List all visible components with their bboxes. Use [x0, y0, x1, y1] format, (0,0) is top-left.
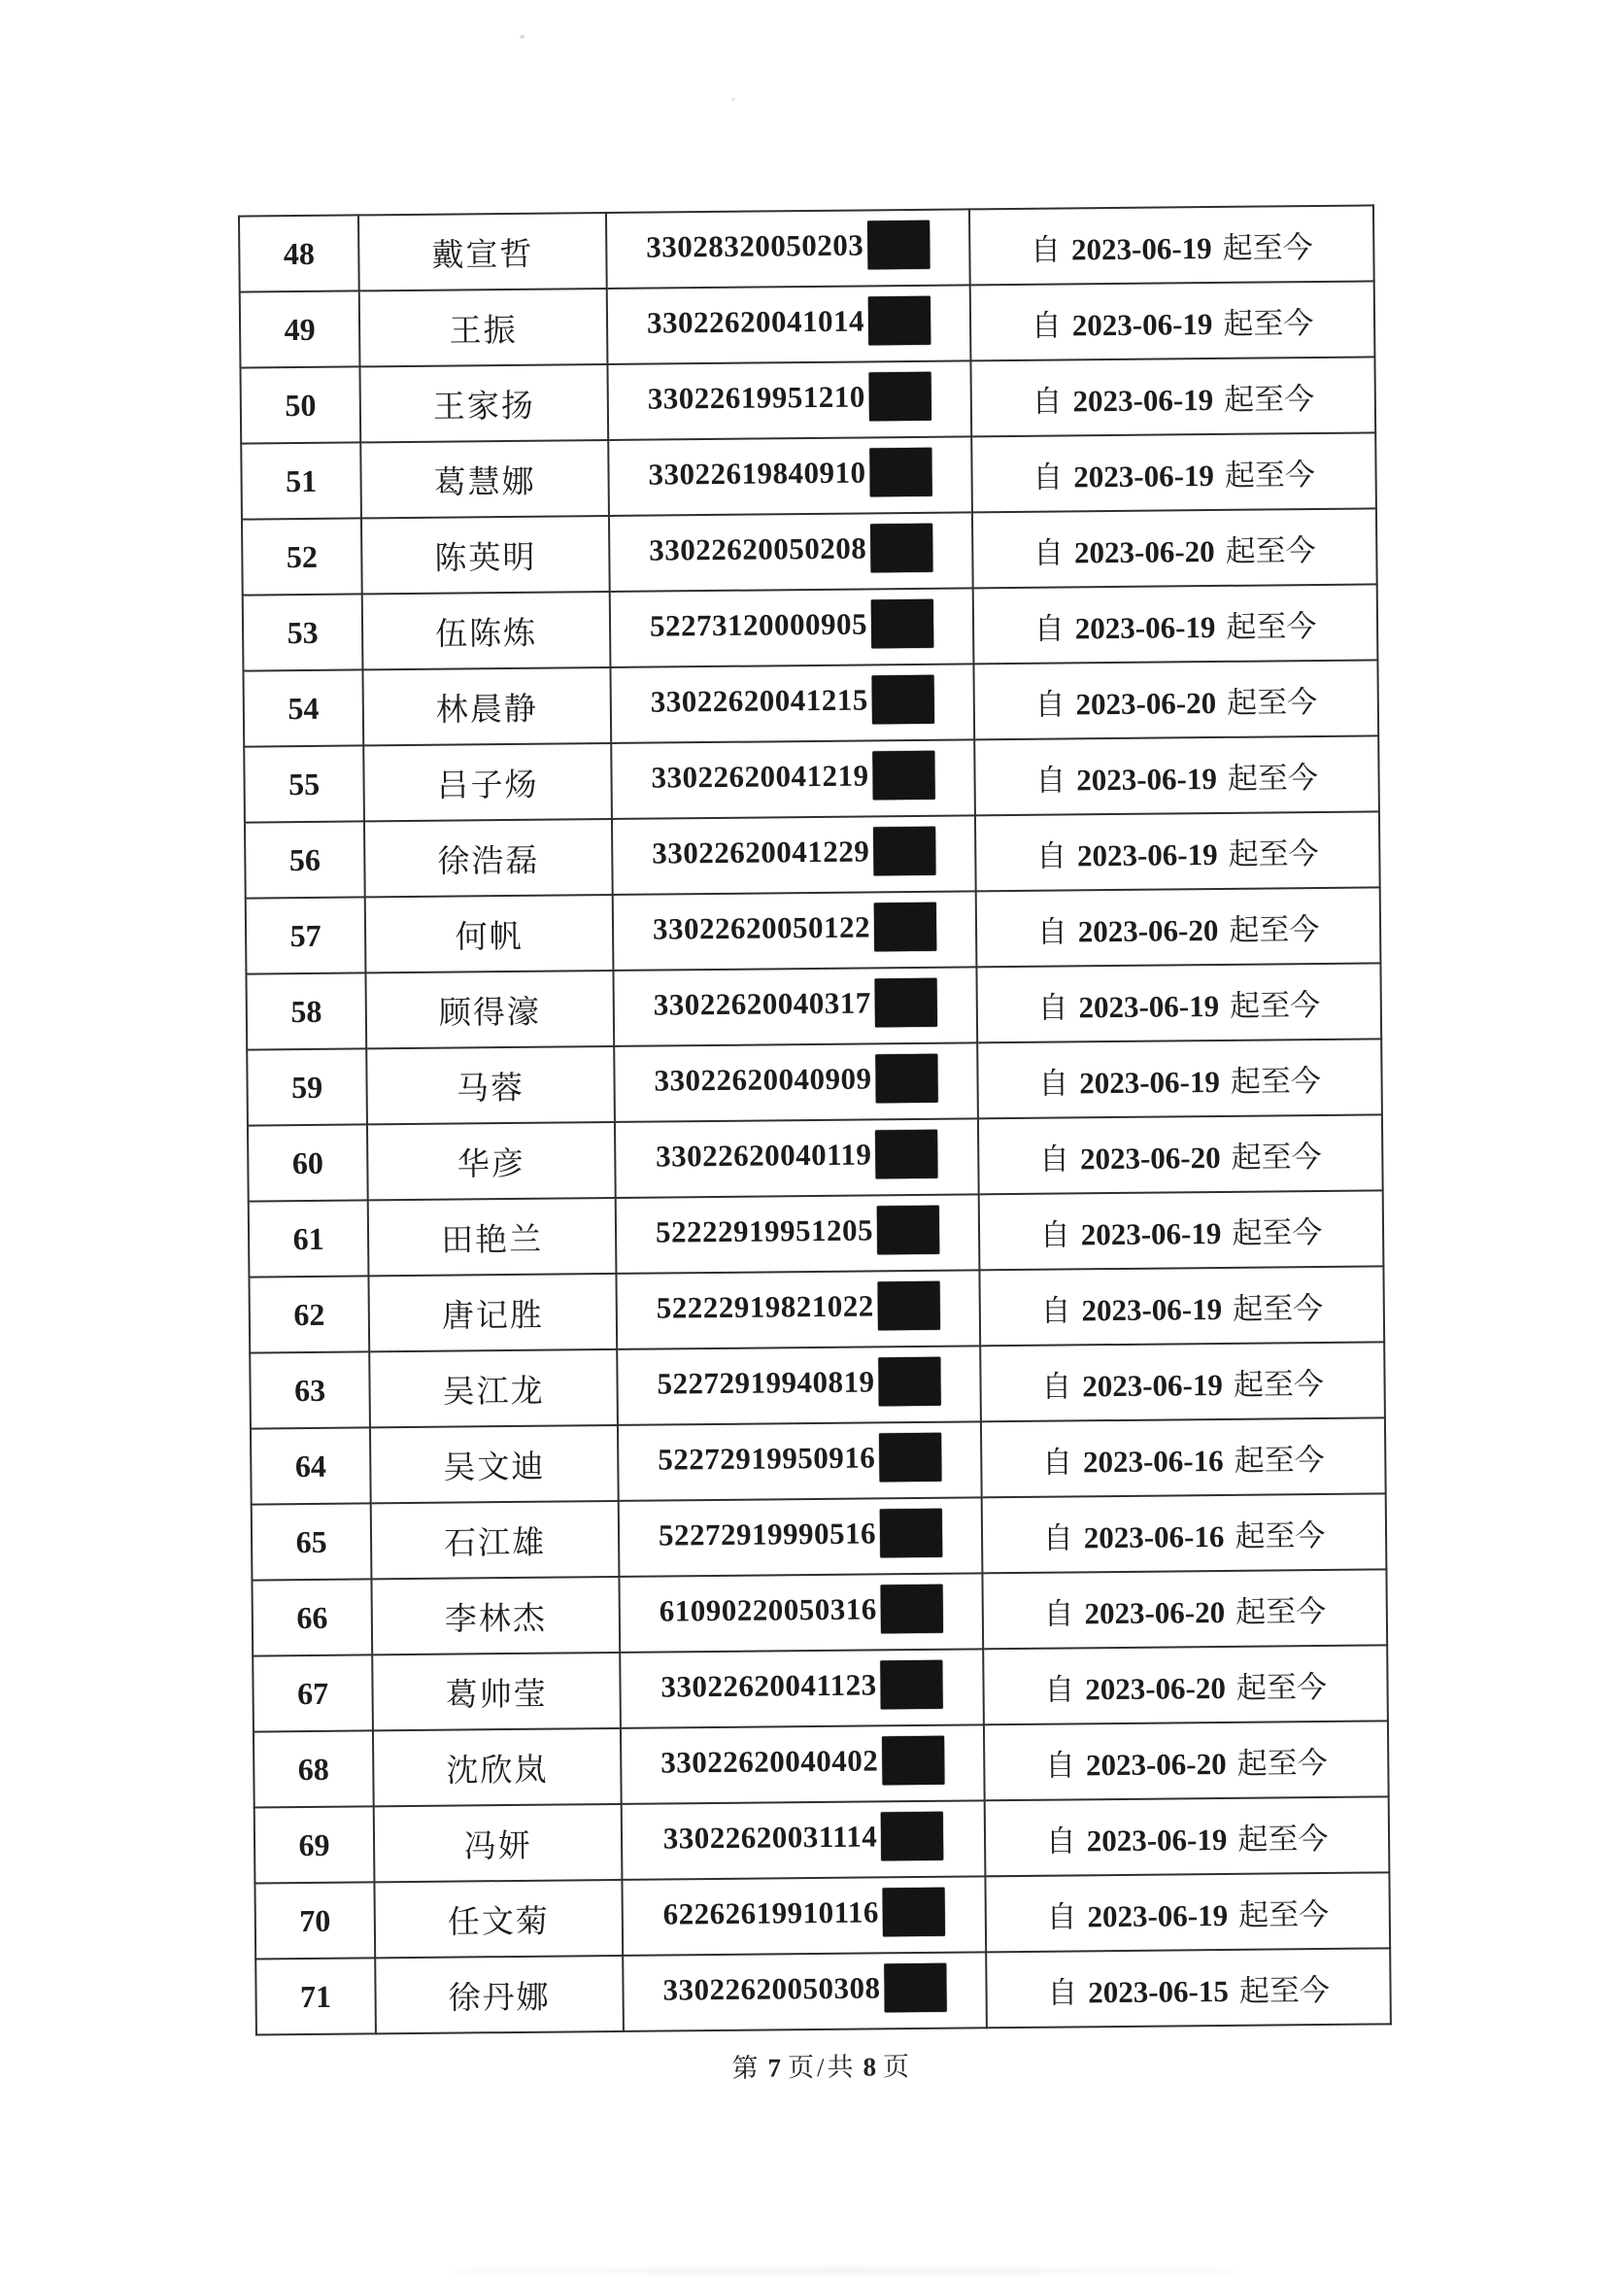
- table-row: [240, 281, 1375, 367]
- name-cell: 徐浩磊: [364, 819, 613, 897]
- period-prefix: 自: [1044, 1671, 1075, 1707]
- period-cell: [985, 1796, 1390, 1876]
- period-start-date: 2023-06-19: [1076, 836, 1218, 872]
- period-suffix: 起至今: [1225, 532, 1316, 568]
- id-number-cell: [622, 1800, 986, 1880]
- period-prefix: 自: [1042, 1519, 1073, 1555]
- period-start-date: 2023-06-19: [1086, 1822, 1228, 1858]
- id-number-visible-digits: 52272919950916: [658, 1440, 876, 1477]
- row-number-cell: 67: [253, 1654, 373, 1731]
- name-cell: 田艳兰: [368, 1198, 617, 1276]
- id-number-cell: [609, 512, 973, 592]
- row-number-cell: 50: [240, 366, 360, 443]
- period-cell: [971, 432, 1376, 512]
- period-suffix: 起至今: [1230, 1063, 1322, 1099]
- table-row: [244, 735, 1379, 822]
- period-cell: [982, 1493, 1387, 1573]
- id-number-visible-digits: 52222919951205: [655, 1212, 874, 1249]
- redaction-box: [878, 1281, 940, 1331]
- period-prefix: 自: [1038, 1065, 1069, 1101]
- period-start-date: 2023-06-19: [1082, 1367, 1224, 1403]
- id-number-cell: [622, 1876, 986, 1956]
- period-suffix: 起至今: [1235, 1518, 1326, 1553]
- period-suffix: 起至今: [1233, 1366, 1325, 1402]
- period-suffix: 起至今: [1238, 1972, 1331, 2008]
- period-start-date: 2023-06-19: [1073, 458, 1215, 494]
- id-number-cell: [610, 664, 974, 743]
- period-cell: [976, 963, 1381, 1042]
- name-cell: 石江雄: [371, 1501, 620, 1579]
- period-cell: [978, 1114, 1383, 1194]
- row-number-cell: 71: [255, 1958, 376, 2034]
- row-number-cell: 64: [251, 1427, 371, 1504]
- id-number-visible-digits: 33022620050122: [652, 909, 871, 946]
- period-prefix: 自: [1033, 610, 1065, 646]
- period-suffix: 起至今: [1236, 1745, 1328, 1781]
- row-number-cell: 59: [247, 1048, 367, 1125]
- id-number-cell: [619, 1497, 983, 1577]
- period-prefix: 自: [1046, 1898, 1077, 1934]
- table-row: [247, 1039, 1382, 1125]
- id-number-cell: [607, 285, 971, 364]
- footer-page-total: 8: [863, 2052, 877, 2082]
- redaction-box: [875, 1130, 937, 1179]
- period-cell: [980, 1342, 1385, 1421]
- period-suffix: 起至今: [1229, 911, 1320, 947]
- period-start-date: 2023-06-20: [1077, 912, 1219, 948]
- redaction-box: [874, 903, 936, 952]
- id-number-cell: [617, 1346, 981, 1425]
- id-number-cell: [618, 1421, 982, 1501]
- period-suffix: 起至今: [1226, 684, 1318, 720]
- name-cell: 马蓉: [366, 1046, 615, 1124]
- table-row: [250, 1342, 1385, 1428]
- name-cell: 冯妍: [374, 1804, 623, 1882]
- id-number-visible-digits: 52272919940819: [657, 1364, 875, 1401]
- id-number-cell: [610, 588, 974, 667]
- period-start-date: 2023-06-20: [1079, 1140, 1221, 1176]
- period-suffix: 起至今: [1232, 1214, 1323, 1250]
- name-cell: 林晨静: [362, 667, 611, 745]
- id-number-cell: [623, 1952, 987, 2031]
- period-cell: [973, 584, 1378, 664]
- table-row: [240, 357, 1375, 443]
- period-suffix: 起至今: [1227, 760, 1319, 796]
- row-number-cell: 52: [242, 518, 362, 595]
- period-start-date: 2023-06-19: [1079, 1064, 1221, 1100]
- name-cell: 任文菊: [374, 1880, 623, 1958]
- period-suffix: 起至今: [1235, 1593, 1327, 1629]
- redaction-box: [880, 1509, 942, 1558]
- period-prefix: 自: [1041, 1368, 1072, 1404]
- row-number-cell: 48: [239, 215, 359, 291]
- personnel-table-body: [239, 205, 1391, 2034]
- name-cell: 沈欣岚: [373, 1728, 622, 1806]
- redaction-box: [881, 1812, 943, 1861]
- redaction-box: [880, 1660, 942, 1710]
- row-number-cell: 51: [241, 442, 361, 519]
- row-number-cell: 53: [243, 594, 363, 670]
- period-prefix: 自: [1030, 232, 1062, 267]
- row-number-cell: 62: [249, 1276, 369, 1352]
- id-number-visible-digits: 52222919821022: [656, 1288, 874, 1325]
- period-cell: [985, 1872, 1390, 1952]
- period-cell: [986, 1948, 1391, 2028]
- period-suffix: 起至今: [1224, 457, 1316, 493]
- period-suffix: 起至今: [1226, 608, 1317, 644]
- table-row: [239, 205, 1374, 291]
- id-number-cell: [606, 209, 970, 289]
- redaction-box: [871, 599, 933, 649]
- redaction-box: [879, 1433, 941, 1483]
- period-start-date: 2023-06-20: [1085, 1670, 1227, 1706]
- redaction-box: [875, 978, 937, 1028]
- period-start-date: 2023-06-16: [1083, 1518, 1225, 1554]
- row-number-cell: 69: [254, 1806, 375, 1883]
- period-start-date: 2023-06-16: [1082, 1443, 1224, 1479]
- id-number-cell: [616, 1194, 980, 1274]
- period-start-date: 2023-06-20: [1073, 533, 1215, 569]
- period-start-date: 2023-06-19: [1071, 306, 1213, 342]
- name-cell: 唐记胜: [368, 1274, 617, 1351]
- name-cell: 陈英明: [361, 516, 610, 594]
- period-cell: [984, 1721, 1389, 1800]
- id-number-visible-digits: 33022620041123: [660, 1667, 877, 1704]
- name-cell: 何帆: [365, 895, 614, 972]
- name-cell: 徐丹娜: [375, 1956, 624, 2033]
- table-row: [254, 1872, 1390, 1959]
- row-number-cell: 56: [245, 821, 365, 898]
- scanner-edge-shadow: [455, 2268, 1235, 2274]
- id-number-visible-digits: 33022619951210: [647, 379, 865, 416]
- id-number-cell: [607, 360, 971, 440]
- period-suffix: 起至今: [1223, 305, 1314, 341]
- id-number-visible-digits: 62262619910116: [662, 1894, 880, 1931]
- row-number-cell: 58: [246, 972, 366, 1049]
- period-cell: [983, 1645, 1388, 1724]
- period-prefix: 自: [1043, 1595, 1074, 1631]
- id-number-visible-digits: 33022620041219: [651, 758, 869, 795]
- period-start-date: 2023-06-19: [1078, 988, 1220, 1024]
- period-prefix: 自: [1047, 1974, 1078, 2010]
- id-number-cell: [621, 1724, 985, 1804]
- period-cell: [976, 887, 1381, 967]
- redaction-box: [869, 448, 931, 497]
- id-number-cell: [620, 1649, 984, 1728]
- period-suffix: 起至今: [1237, 1896, 1330, 1932]
- table-row: [248, 1114, 1383, 1201]
- id-number-cell: [616, 1270, 980, 1349]
- name-cell: 伍陈炼: [362, 592, 611, 669]
- period-cell: [972, 508, 1377, 588]
- id-number-visible-digits: 33022620040909: [654, 1061, 872, 1098]
- table-row: [242, 508, 1377, 595]
- period-start-date: 2023-06-20: [1085, 1746, 1227, 1782]
- table-row: [252, 1569, 1387, 1655]
- redaction-box: [869, 372, 931, 422]
- table-row: [243, 584, 1378, 670]
- period-start-date: 2023-06-20: [1084, 1594, 1226, 1630]
- period-cell: [970, 281, 1375, 360]
- table-row: [249, 1190, 1384, 1277]
- id-number-cell: [613, 967, 977, 1046]
- table-row: [241, 432, 1376, 519]
- row-number-cell: 68: [254, 1730, 374, 1807]
- period-prefix: 自: [1045, 1823, 1076, 1859]
- redaction-box: [868, 296, 930, 346]
- row-number-cell: 60: [248, 1124, 368, 1201]
- period-suffix: 起至今: [1229, 987, 1321, 1023]
- redaction-box: [883, 1888, 945, 1937]
- redaction-box: [877, 1206, 939, 1255]
- period-cell: [974, 735, 1379, 815]
- name-cell: 华彦: [367, 1122, 616, 1200]
- period-cell: [975, 811, 1380, 891]
- period-prefix: 自: [1037, 989, 1068, 1025]
- period-suffix: 起至今: [1237, 1821, 1329, 1857]
- name-cell: 李林杰: [371, 1577, 620, 1654]
- redaction-box: [882, 1736, 944, 1786]
- period-cell: [982, 1569, 1387, 1649]
- name-cell: 吴江龙: [369, 1349, 618, 1427]
- id-number-visible-digits: 33022620031114: [662, 1819, 878, 1856]
- period-cell: [981, 1417, 1386, 1497]
- redaction-box: [878, 1357, 940, 1407]
- redaction-box: [884, 1963, 946, 2013]
- id-number-visible-digits: 33022620050208: [649, 530, 867, 567]
- period-suffix: 起至今: [1232, 1290, 1324, 1326]
- period-prefix: 自: [1032, 534, 1065, 570]
- table-row: [245, 811, 1380, 898]
- name-cell: 顾得濠: [365, 971, 614, 1048]
- period-start-date: 2023-06-19: [1070, 230, 1212, 266]
- table-row: [251, 1417, 1386, 1504]
- id-number-visible-digits: 33022620041229: [652, 834, 870, 870]
- name-cell: 王振: [359, 289, 608, 366]
- redaction-box: [867, 221, 930, 270]
- table-row: [254, 1796, 1390, 1883]
- redaction-box: [872, 751, 934, 801]
- personnel-table: [238, 204, 1392, 2035]
- id-number-visible-digits: 61090220050316: [659, 1591, 877, 1628]
- period-cell: [979, 1190, 1384, 1270]
- period-prefix: 自: [1041, 1444, 1073, 1480]
- row-number-cell: 66: [252, 1579, 372, 1655]
- period-prefix: 自: [1040, 1292, 1071, 1328]
- period-prefix: 自: [1031, 308, 1062, 343]
- period-prefix: 自: [1035, 762, 1066, 798]
- row-number-cell: 49: [240, 290, 360, 367]
- row-number-cell: 55: [244, 745, 364, 822]
- footer-label-di: 第: [731, 2053, 761, 2083]
- table-row: [246, 963, 1381, 1049]
- period-cell: [977, 1039, 1382, 1118]
- row-number-cell: 65: [252, 1503, 372, 1580]
- redaction-box: [875, 1054, 937, 1104]
- table-row: [249, 1266, 1384, 1352]
- period-cell: [969, 205, 1374, 285]
- period-prefix: 自: [1035, 837, 1067, 873]
- period-prefix: 自: [1038, 1141, 1070, 1177]
- period-cell: [979, 1266, 1384, 1346]
- id-number-cell: [614, 1042, 978, 1122]
- period-suffix: 起至今: [1228, 836, 1319, 871]
- row-number-cell: 54: [243, 669, 363, 746]
- id-number-visible-digits: 52272919990516: [658, 1516, 877, 1552]
- name-cell: 王家扬: [359, 364, 608, 442]
- table-row: [252, 1493, 1387, 1580]
- name-cell: 葛慧娜: [360, 440, 609, 518]
- redaction-box: [873, 827, 935, 876]
- period-cell: [973, 660, 1378, 739]
- id-number-visible-digits: 33022620041215: [650, 682, 868, 719]
- footer-page-current: 7: [767, 2053, 782, 2083]
- row-number-cell: 57: [246, 897, 366, 973]
- redaction-box: [872, 675, 934, 725]
- period-suffix: 起至今: [1234, 1442, 1325, 1478]
- id-number-cell: [619, 1573, 983, 1653]
- row-number-cell: 61: [249, 1200, 369, 1277]
- period-start-date: 2023-06-19: [1087, 1897, 1229, 1933]
- period-prefix: 自: [1044, 1747, 1076, 1783]
- id-number-cell: [608, 436, 972, 516]
- period-suffix: 起至今: [1231, 1139, 1322, 1175]
- row-number-cell: 63: [250, 1351, 370, 1428]
- period-suffix: 起至今: [1223, 381, 1315, 417]
- period-suffix: 起至今: [1222, 229, 1313, 265]
- table-row: [246, 887, 1381, 973]
- id-number-cell: [611, 739, 975, 819]
- period-prefix: 自: [1034, 686, 1066, 722]
- table-row: [255, 1948, 1391, 2034]
- table-row: [243, 660, 1378, 746]
- name-cell: 吕子炀: [363, 743, 612, 821]
- footer-label-ye: 页: [882, 2052, 913, 2082]
- period-start-date: 2023-06-19: [1076, 761, 1218, 797]
- period-prefix: 自: [1032, 459, 1064, 495]
- id-number-visible-digits: 33022620040317: [653, 985, 871, 1022]
- row-number-cell: 70: [254, 1882, 375, 1959]
- scan-speck: [520, 35, 524, 39]
- id-number-visible-digits: 33028320050203: [646, 227, 864, 264]
- period-prefix: 自: [1036, 913, 1067, 949]
- redaction-box: [870, 524, 932, 573]
- period-prefix: 自: [1032, 383, 1063, 419]
- id-number-visible-digits: 33022620040402: [660, 1743, 879, 1780]
- period-start-date: 2023-06-15: [1088, 1973, 1230, 2009]
- table-row: [254, 1721, 1389, 1807]
- name-cell: 吴文迪: [370, 1425, 619, 1503]
- page-footer: [10, 2038, 1624, 2092]
- id-number-visible-digits: 33022620050308: [662, 1970, 881, 2007]
- scan-speck: [731, 98, 735, 101]
- id-number-cell: [612, 815, 976, 895]
- name-cell: 葛帅莹: [372, 1653, 621, 1730]
- table-row: [253, 1645, 1388, 1731]
- period-start-date: 2023-06-19: [1072, 382, 1214, 418]
- period-suffix: 起至今: [1235, 1669, 1328, 1705]
- id-number-visible-digits: 33022619840910: [648, 455, 866, 492]
- id-number-visible-digits: 33022620041014: [646, 303, 865, 340]
- period-prefix: 自: [1039, 1216, 1070, 1252]
- id-number-cell: [615, 1118, 979, 1198]
- id-number-visible-digits: 52273120000905: [649, 606, 868, 643]
- id-number-cell: [613, 891, 977, 971]
- id-number-visible-digits: 33022620040119: [655, 1137, 872, 1174]
- period-start-date: 2023-06-19: [1080, 1215, 1222, 1251]
- period-cell: [970, 357, 1375, 436]
- period-start-date: 2023-06-19: [1074, 609, 1216, 645]
- name-cell: 戴宣哲: [358, 213, 607, 290]
- redaction-box: [881, 1585, 943, 1634]
- period-start-date: 2023-06-19: [1081, 1291, 1223, 1327]
- footer-label-mid: 页/共: [787, 2052, 857, 2083]
- period-start-date: 2023-06-20: [1075, 685, 1217, 721]
